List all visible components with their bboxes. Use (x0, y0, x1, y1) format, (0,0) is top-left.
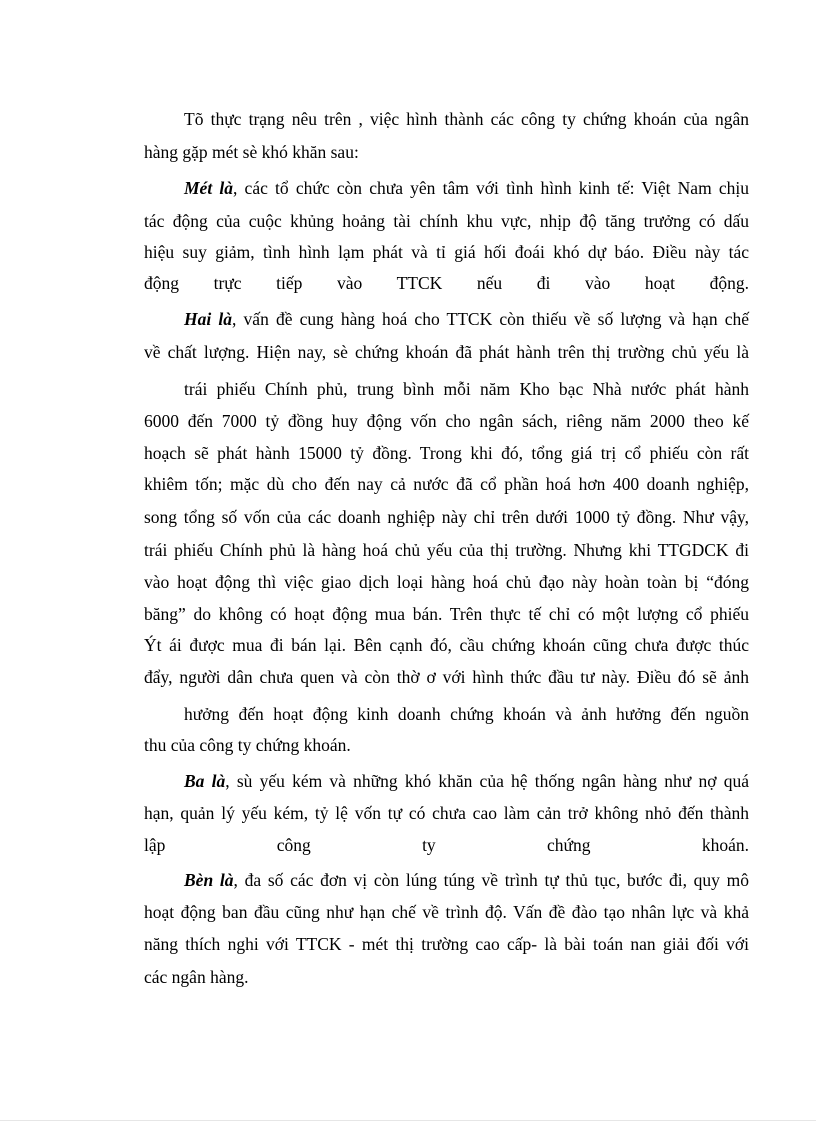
page-bottom-divider (0, 1120, 816, 1121)
text-line: song tổng số vốn của các doanh nghiệp này chỉ trên dưới 1000 tỷ đồng. Như vậy, (144, 507, 749, 527)
point-three-lead: Ba là (184, 771, 226, 791)
lead-comma: , (233, 870, 245, 890)
lead-comma: , (232, 178, 245, 198)
lead-comma: , (232, 309, 244, 329)
text-line: 6000 đến 7000 tỷ đồng huy động vốn cho ngân sách, riêng năm 2000 theo kế (144, 411, 749, 431)
text-line (184, 865, 749, 895)
text-line: lập công ty chứng khoán. (144, 835, 749, 855)
text-line: băng” do không có hoạt động mua bán. Trên thực tế chỉ có một lượng cổ phiếu (144, 604, 749, 624)
text-line: tác động của cuộc khủng hoảng tài chính khu vực, nhịp độ tăng trưởng có dấu (144, 211, 749, 231)
text-line (184, 173, 749, 203)
text-line: các ngân hàng. (144, 967, 249, 987)
text-line: vào hoạt động thì việc giao dịch loại hàng hoá chủ đạo này hoàn toàn bị “đóng (144, 572, 749, 592)
text-line: khiêm tốn; mặc dù cho đến nay cả nước đã cổ phần hoá hơn 400 doanh nghiệp, (144, 474, 749, 494)
text-line: thu của công ty chứng khoán. (144, 735, 351, 755)
point-four-lead: Bèn là (184, 870, 234, 890)
point-two-lead: Hai là (184, 309, 232, 329)
text-line: năng thích nghi với TTCK - mét thị trường cao cấp- là bài toán nan giải đối với (144, 934, 749, 954)
text-line (184, 766, 749, 796)
text-line (184, 304, 749, 334)
text-line: động trực tiếp vào TTCK nếu đi vào hoạt động. (144, 273, 749, 293)
text-line-content: đa số các đơn vị còn lúng túng về trình tự thủ tục, bước đi, quy mô (244, 870, 749, 890)
text-line: hoạch sẽ phát hành 15000 tỷ đồng. Trong khi đó, tổng giá trị cổ phiếu còn rất (144, 443, 749, 463)
text-line: đẩy, người dân chưa quen và còn thờ ơ với hình thức đầu tư này. Điều đó sẽ ảnh (144, 667, 749, 687)
text-line: hiệu suy giảm, tình hình lạm phát và tỉ giá hối đoái khó dự báo. Điều này tác (144, 242, 749, 262)
text-line: trái phiếu Chính phủ, trung bình mỗi năm Kho bạc Nhà nước phát hành (184, 379, 749, 399)
lead-comma: , (225, 771, 237, 791)
text-line-content: vấn đề cung hàng hoá cho TTCK còn thiếu về số lượng và hạn chế (243, 309, 750, 329)
text-line-content: các tổ chức còn chưa yên tâm với tình hình kinh tế: Việt Nam chịu (244, 178, 749, 198)
text-line-content: sù yếu kém và những khó khăn của hệ thống ngân hàng như nợ quá (236, 771, 749, 791)
point-one-lead: Mét là (184, 178, 233, 198)
text-line: hoạt động ban đầu cũng như hạn chế về trình độ. Vấn đề đào tạo nhân lực và khả (144, 902, 749, 922)
text-line: hưởng đến hoạt động kinh doanh chứng khoán và ảnh hưởng đến nguồn (184, 704, 749, 724)
text-line: hạn, quản lý yếu kém, tỷ lệ vốn tự có chưa cao làm cản trở không nhỏ đến thành (144, 803, 749, 823)
text-line: về chất lượng. Hiện nay, sè chứng khoán đã phát hành trên thị trường chủ yếu là (144, 342, 749, 362)
text-line: Ýt ái được mua đi bán lại. Bên cạnh đó, cầu chứng khoán cũng chưa được thúc (144, 635, 749, 655)
text-line: Tõ thực trạng nêu trên , việc hình thành các công ty chứng khoán của ngân (184, 109, 749, 129)
text-line: hàng gặp mét sè khó khăn sau: (144, 142, 359, 162)
text-line: trái phiếu Chính phủ là hàng hoá chủ yếu của thị trường. Nhưng khi TTGDCK đi (144, 540, 749, 560)
